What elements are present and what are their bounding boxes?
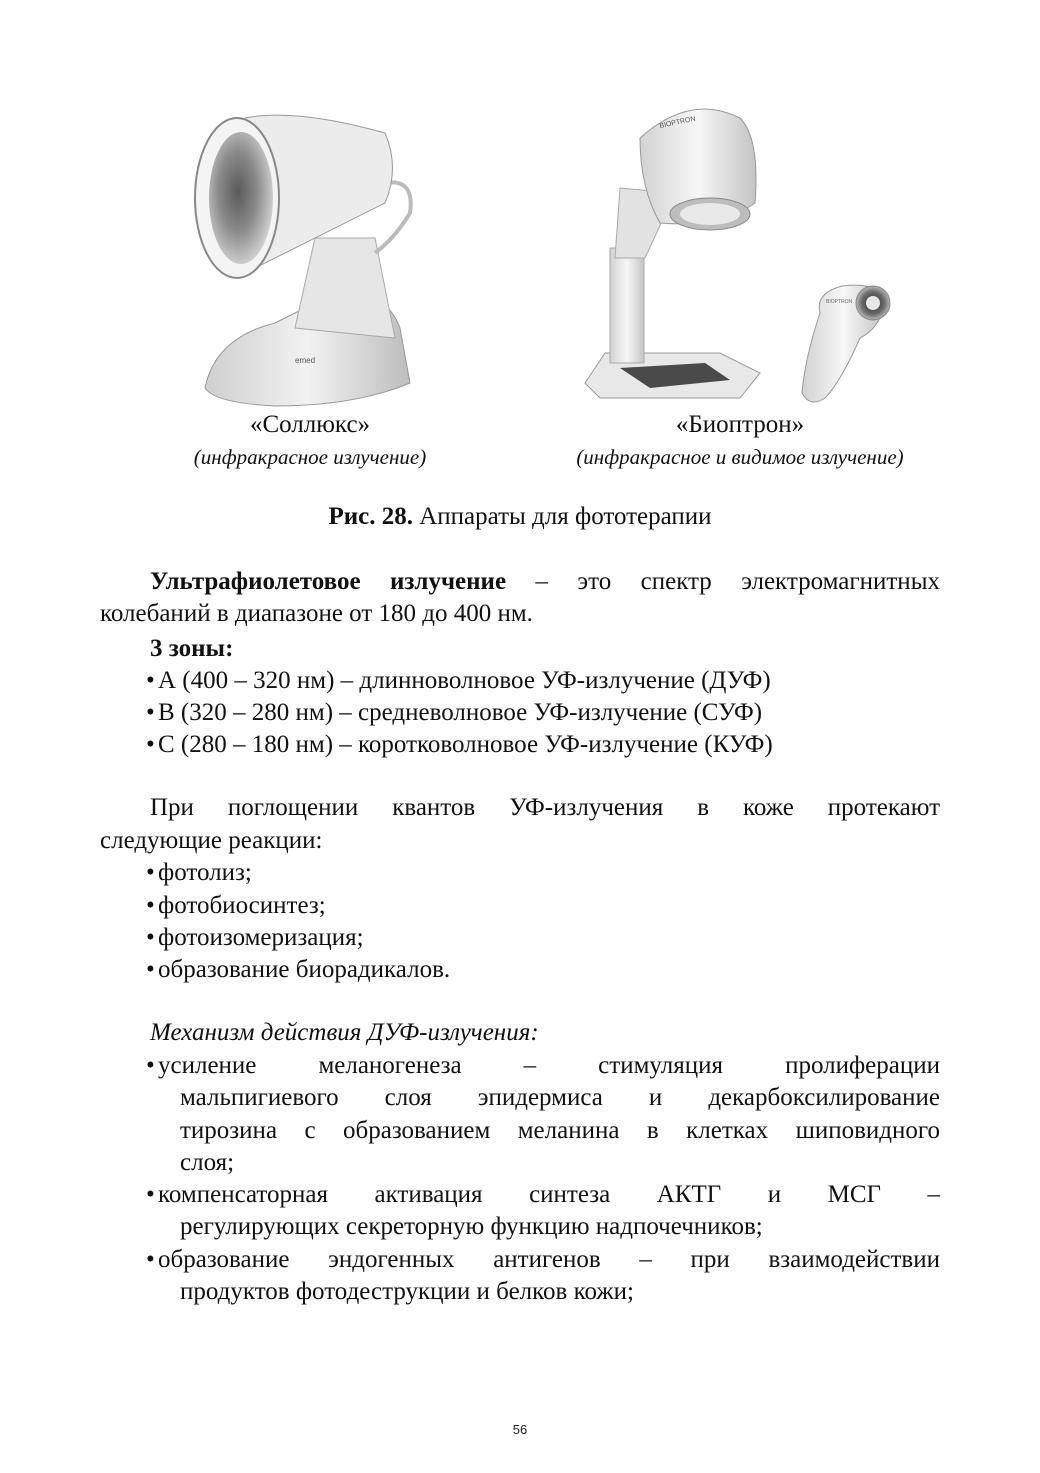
mechanism-item-1-line2: мальпигиевого слоя эпидермиса и декарбоксилирование xyxy=(180,1084,940,1111)
mechanism-item-1-line3: тирозина с образованием меланина в клетках шиповидного xyxy=(180,1117,940,1144)
zone-item: • С (280 – 180 нм) – коротковолновое УФ-излучение (КУФ) xyxy=(146,728,773,762)
bioptron-name: «Биоптрон» xyxy=(675,411,805,438)
reaction-item: • фотоизомеризация; xyxy=(146,921,364,955)
mechanism-title: Механизм действия ДУФ-излучения: xyxy=(150,1019,539,1046)
page-number: 56 xyxy=(512,1422,528,1437)
bioptron-device-image xyxy=(580,98,920,410)
mechanism-item-3-line1: • образование эндогенных антигенов – при взаимодействии xyxy=(146,1243,940,1277)
reactions-intro-line2: следующие реакции: xyxy=(100,827,323,854)
uv-definition-line1 xyxy=(150,565,940,599)
figure-caption-text: Аппараты для фототерапии xyxy=(412,503,712,530)
svg-text:emed: emed xyxy=(295,356,316,365)
mechanism-item-1-line4: слоя; xyxy=(180,1149,235,1176)
sollux-name: «Соллюкс» xyxy=(249,411,371,438)
zones-title: 3 зоны: xyxy=(150,635,234,662)
mechanism-item-1-line1: • усиление меланогенеза – стимуляция пролиферации xyxy=(146,1049,940,1083)
uv-definition-line2: колебаний в диапазоне от 180 до 400 нм. xyxy=(100,600,533,627)
figure-caption-label: Рис. 28. xyxy=(328,503,413,530)
mechanism-item-2-line1: • компенсаторная активация синтеза АКТГ и МСГ – xyxy=(146,1178,940,1212)
reaction-item: • образование биорадикалов. xyxy=(146,953,450,987)
figure-caption xyxy=(100,500,940,534)
mechanism-item-2-line2: регулирующих секреторную функцию надпочечников; xyxy=(180,1213,763,1240)
bioptron-note: (инфракрасное и видимое излучение) xyxy=(576,445,904,469)
svg-text:BIOPTRON: BIOPTRON xyxy=(826,299,853,305)
svg-text:BIOPTRON: BIOPTRON xyxy=(658,115,697,130)
uv-term: Ультрафиолетовое излучение xyxy=(150,568,507,595)
sollux-note: (инфракрасное излучение) xyxy=(193,445,427,469)
zone-item: • А (400 – 320 нм) – длинноволновое УФ-излучение (ДУФ) xyxy=(146,664,771,698)
sollux-lamp-image xyxy=(185,88,425,413)
zone-item: • В (320 – 280 нм) – средневолновое УФ-излучение (СУФ) xyxy=(146,696,762,730)
reaction-item: • фотобиосинтез; xyxy=(146,889,326,923)
uv-definition-rest: – это спектр электромагнитных xyxy=(506,568,940,595)
mechanism-item-3-line2: продуктов фотодеструкции и белков кожи; xyxy=(180,1278,634,1305)
reactions-intro-line1: При поглощении квантов УФ-излучения в коже протекают xyxy=(150,794,940,821)
reaction-item: • фотолиз; xyxy=(146,856,252,890)
